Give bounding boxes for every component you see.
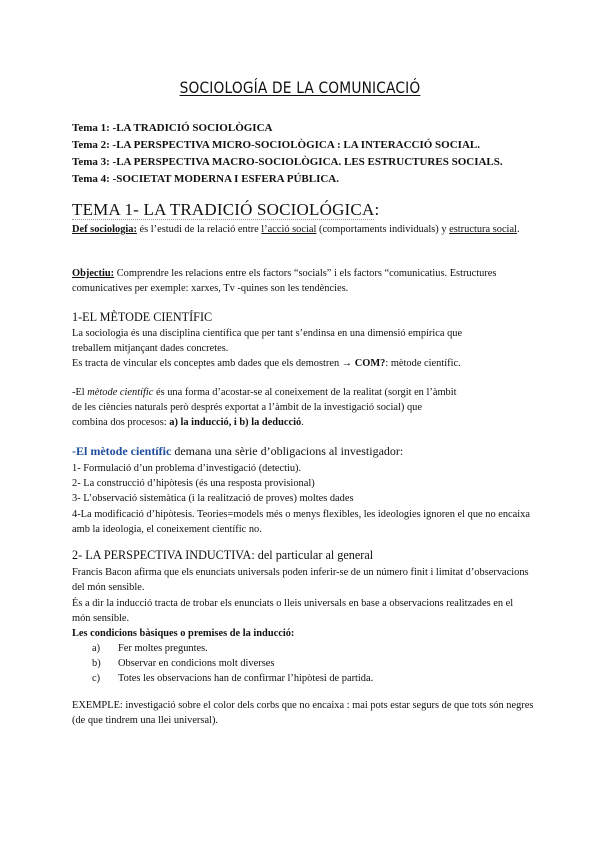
text-line — [72, 385, 534, 400]
heading-text: TEMA 1- LA TRADICIÓ SOCIOLÓGICA — [72, 200, 375, 219]
metode-paragraph-2 — [72, 385, 534, 431]
definition-paragraph — [72, 222, 534, 237]
objectiu-paragraph — [72, 266, 534, 296]
list-text: Observar en condicions molt diverses — [118, 658, 275, 669]
conditions-list — [92, 641, 532, 686]
tema-item: Tema 3: -LA PERSPECTIVA MACRO-SOCIOLÒGICA. LES ESTRUCTURES SOCIALS. — [72, 156, 503, 168]
text-line: treballem mitjançant dades concretes. — [72, 343, 229, 355]
list-item: 2- La construcció d’hipòtesis (és una resposta provisional) — [72, 478, 315, 490]
metode-paragraph-1 — [72, 326, 534, 372]
def-term-accio-social: l’acció social — [261, 224, 317, 235]
text-line: La sociologia és una disciplina científica que per tant s’endinsa en una dimensió empírica que — [72, 328, 463, 339]
list-item: 4-La modificació d’hipòtesis. Teories=models més o menys flexibles, les ideologies ignoren el que no encaixa amb la ideologia, el coneixement científic no. — [72, 508, 530, 535]
metode-paragraph-3 — [72, 444, 534, 459]
objectiu-label: Objectiu: — [72, 268, 115, 279]
list-item — [92, 656, 532, 671]
text-span: . — [301, 417, 304, 429]
list-text: Fer moltes preguntes. — [118, 643, 208, 654]
text-span-bold: COM? — [354, 358, 386, 370]
text-span: : mètode científic. — [385, 358, 461, 370]
tema-item: Tema 4: -SOCIETAT MODERNA I ESFERA PÚBLICA. — [72, 173, 339, 185]
text-span-bold: a) la inducció, i b) la deducció — [169, 417, 302, 429]
example-paragraph: EXEMPLE: investigació sobre el color dels corbs que no encaixa : mai pots estar segurs de que tots són negres (de que tindrem una llei universal). — [72, 700, 534, 727]
text-line: de les ciències naturals però després exportat a l’àmbit de la investigació social) que — [72, 402, 422, 414]
heading-text: 2- LA PERSPECTIVA INDUCTIVA — [72, 548, 252, 562]
section-heading-metode: 1-EL MÈTODE CIENTÍFIC — [72, 310, 213, 324]
tema-item: Tema 1: -LA TRADICIÓ SOCIOLÒGICA — [72, 122, 273, 134]
section-heading-tema1 — [72, 200, 379, 220]
text-span: Es tracta de vincular els conceptes amb dades que els demostren → — [72, 358, 355, 370]
list-marker: a) — [92, 643, 101, 654]
text-span: és una forma d’acostar-se al coneixement de la realitat (sorgit en l’àmbit — [153, 387, 457, 398]
text-span-blue: -El mètode científic — [72, 444, 172, 458]
heading-text: : del particular al general — [251, 548, 374, 562]
tema-item: Tema 2: -LA PERSPECTIVA MICRO-SOCIOLÒGICA : LA INTERACCIÓ SOCIAL. — [72, 139, 480, 151]
obligations-list — [72, 461, 534, 537]
section-heading-inductiva — [72, 548, 373, 563]
def-text: . — [516, 224, 520, 235]
def-term-estructura-social: estructura social — [449, 224, 517, 235]
text-span: demana una sèrie d’obligacions al investigador: — [171, 444, 404, 458]
list-marker: c) — [92, 673, 101, 684]
list-item: 1- Formulació d’un problema d’investigació (detectiu). — [72, 463, 302, 474]
list-marker: b) — [92, 658, 101, 669]
inductiva-paragraph-1: Francis Bacon afirma que els enunciats universals poden inferir-se de un número finit i limitat d’observacions del món sensible. — [72, 567, 529, 594]
list-item — [92, 671, 532, 686]
text-span: combina dos procesos: — [72, 417, 170, 429]
text-span: -El — [72, 387, 88, 398]
list-text: Totes les observacions han de confirmar l’hipòtesi de partida. — [118, 673, 374, 684]
text-line — [72, 356, 534, 371]
tema-list — [72, 120, 552, 188]
heading-tail: : — [374, 200, 380, 219]
text-line — [72, 415, 534, 430]
def-text: (comportaments individuals) y — [316, 224, 450, 235]
def-text: és l’estudi de la relació entre — [136, 224, 262, 235]
conditions-label: Les condicions bàsiques o premises de la inducció: — [72, 628, 295, 639]
list-item: 3- L’observació sistemàtica (i la realització de proves) moltes dades — [72, 493, 354, 505]
objectiu-text: Comprendre les relacions entre els factors “socials” i els factors “comunicatius. Estructures comunicatives per exemple: xarxes, Tv -quines son les tendències. — [72, 268, 497, 295]
page-title: SOCIOLOGÍA DE LA COMUNICACIÓ — [179, 78, 421, 97]
list-item — [92, 641, 532, 656]
text-span-italic: mètode científic — [87, 387, 154, 398]
def-label: Def sociologia: — [72, 224, 137, 235]
inductiva-paragraph-2: És a dir la inducció tracta de trobar els enunciats o lleis universals en base a observacions realitzades en el món sensible. — [72, 598, 514, 625]
